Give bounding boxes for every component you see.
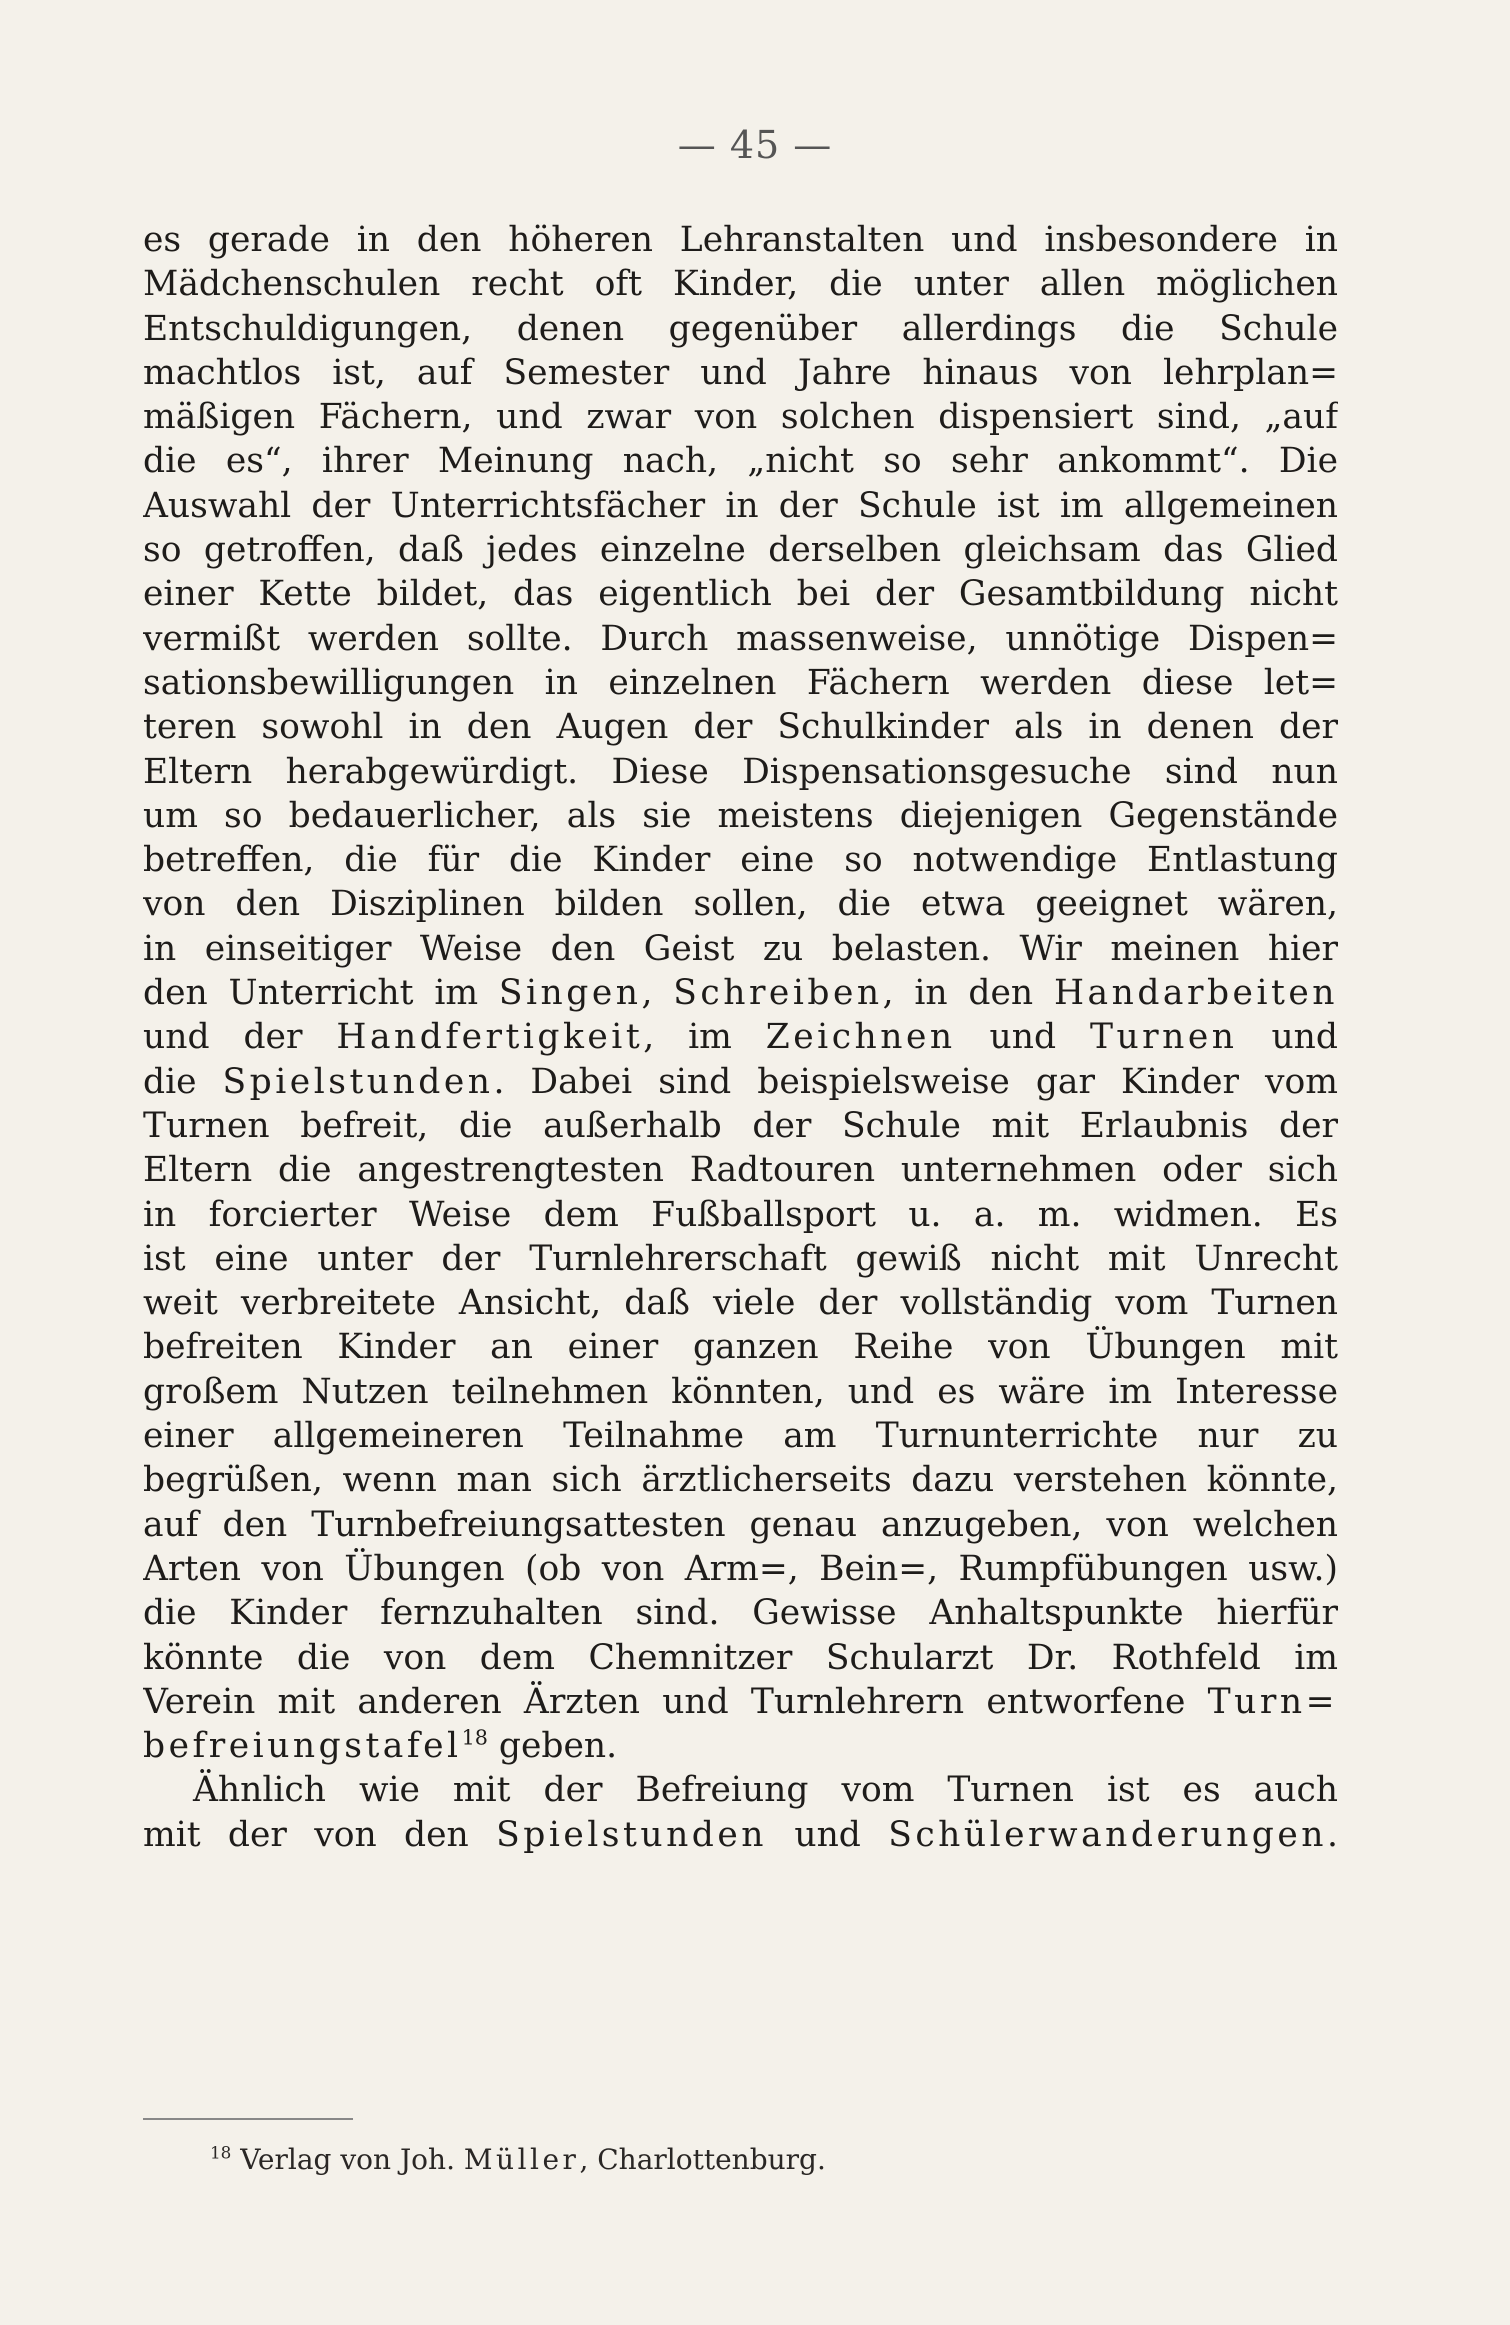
- footnote-text: Verlag von Joh.: [231, 2143, 464, 2176]
- text-fragment: mit der von den: [143, 1814, 497, 1855]
- emphasized-term: Handfertigkeit: [336, 1017, 644, 1058]
- body-text: [143, 218, 1338, 1857]
- text-line: in einseitiger Weise den Geist zu belasten. Wir meinen hier: [143, 928, 1338, 969]
- text-line: von den Disziplinen bilden sollen, die etwa geeignet wären,: [143, 884, 1338, 925]
- emphasized-term: Schreiben: [673, 973, 883, 1014]
- emphasized-term: Turn=: [1207, 1681, 1338, 1722]
- text-line: [143, 1724, 1338, 1768]
- text-line: einer Kette bildet, das eigentlich bei der Gesamtbildung nicht: [143, 574, 1338, 615]
- footnote-reference[interactable]: 18: [461, 1725, 488, 1750]
- text-fragment: und: [767, 1814, 889, 1855]
- text-fragment: , in den: [882, 973, 1054, 1014]
- page-number: — 45 —: [677, 123, 833, 167]
- text-line: Arten von Übungen (ob von Arm=, Bein=, Rumpfübungen usw.): [143, 1548, 1338, 1589]
- text-line: die es“, ihrer Meinung nach, „nicht so sehr ankommt“. Die: [143, 441, 1338, 482]
- text-line: in forcierter Weise dem Fußballsport u. a. m. widmen. Es: [143, 1194, 1338, 1235]
- text-fragment: und: [1237, 1017, 1338, 1058]
- emphasized-term: Spielstunden: [496, 1814, 768, 1855]
- text-line: einer allgemeineren Teilnahme am Turnunterrichte nur zu: [143, 1416, 1338, 1457]
- text-line: weit verbreitete Ansicht, daß viele der vollständig vom Turnen: [143, 1283, 1338, 1324]
- text-fragment: die: [143, 1061, 223, 1102]
- text-line: so getroffen, daß jedes einzelne derselben gleichsam das Glied: [143, 530, 1338, 571]
- footnote-name: Müller: [463, 2143, 580, 2176]
- emphasized-term: Zeichnen: [765, 1017, 956, 1058]
- text-line: vermißt werden sollte. Durch massenweise, unnötige Dispen=: [143, 618, 1338, 659]
- text-line: um so bedauerlicher, als sie meistens diejenigen Gegenstände: [143, 795, 1338, 836]
- text-line: [143, 1060, 1338, 1104]
- text-line: [143, 1680, 1338, 1724]
- emphasized-term: Schülerwanderungen: [888, 1814, 1328, 1855]
- text-fragment: Verein mit anderen Ärzten und Turnlehrern entworfene: [143, 1681, 1186, 1722]
- text-line: teren sowohl in den Augen der Schulkinder als in denen der: [143, 707, 1338, 748]
- text-line: machtlos ist, auf Semester und Jahre hinaus von lehrplan=: [143, 352, 1338, 393]
- text-line: [143, 971, 1338, 1015]
- emphasized-term: Spielstunden: [222, 1061, 494, 1102]
- emphasized-term: Turnen: [1089, 1017, 1238, 1058]
- text-line: könnte die von dem Chemnitzer Schularzt Dr. Rothfeld im: [143, 1637, 1338, 1678]
- text-line: die Kinder fernzuhalten sind. Gewisse Anhaltspunkte hierfür: [143, 1593, 1338, 1634]
- text-line: Ähnlich wie mit der Befreiung vom Turnen ist es auch: [193, 1770, 1338, 1811]
- text-line: Auswahl der Unterrichtsfächer in der Schule ist im allgemeinen: [143, 485, 1338, 526]
- footnote-text: , Charlottenburg.: [579, 2143, 826, 2176]
- text-line: Mädchenschulen recht oft Kinder, die unter allen möglichen: [143, 264, 1338, 305]
- text-line: befreiten Kinder an einer ganzen Reihe von Übungen mit: [143, 1327, 1338, 1368]
- text-fragment: . Dabei sind beispielsweise gar Kinder vom: [493, 1061, 1338, 1102]
- text-fragment: den Unterricht im: [143, 973, 499, 1014]
- text-fragment: ,: [641, 973, 674, 1014]
- footnote-marker: 18: [210, 2142, 232, 2163]
- text-fragment: und: [955, 1017, 1090, 1058]
- text-fragment: .: [1327, 1814, 1338, 1855]
- text-fragment: geben.: [487, 1726, 618, 1767]
- text-line: Eltern herabgewürdigt. Diese Dispensationsgesuche sind nun: [143, 751, 1338, 792]
- footnote: [210, 2140, 826, 2180]
- emphasized-term: Handarbeiten: [1053, 973, 1338, 1014]
- text-line: betreffen, die für die Kinder eine so notwendige Entlastung: [143, 840, 1338, 881]
- text-line: auf den Turnbefreiungsattesten genau anzugeben, von welchen: [143, 1504, 1338, 1545]
- text-line: [143, 1813, 1338, 1857]
- footnote-divider: [143, 2118, 353, 2120]
- text-line: es gerade in den höheren Lehranstalten und insbesondere in: [143, 220, 1338, 260]
- text-line: ist eine unter der Turnlehrerschaft gewiß nicht mit Unrecht: [143, 1238, 1338, 1279]
- emphasized-term: befreiungstafel: [143, 1726, 462, 1767]
- text-fragment: und der: [143, 1017, 337, 1058]
- text-line: Eltern die angestrengtesten Radtouren unternehmen oder sich: [143, 1150, 1338, 1191]
- text-fragment: , im: [643, 1017, 766, 1058]
- text-line: begrüßen, wenn man sich ärztlicherseits dazu verstehen könnte,: [143, 1460, 1338, 1501]
- text-line: [143, 1015, 1338, 1059]
- text-line: Turnen befreit, die außerhalb der Schule mit Erlaubnis der: [143, 1105, 1338, 1146]
- text-line: mäßigen Fächern, und zwar von solchen dispensiert sind, „auf: [143, 397, 1338, 438]
- text-line: großem Nutzen teilnehmen könnten, und es wäre im Interesse: [143, 1371, 1338, 1412]
- text-line: sationsbewilligungen in einzelnen Fächern werden diese let=: [143, 662, 1338, 703]
- emphasized-term: Singen: [498, 973, 642, 1014]
- text-line: Entschuldigungen, denen gegenüber allerdings die Schule: [143, 308, 1338, 349]
